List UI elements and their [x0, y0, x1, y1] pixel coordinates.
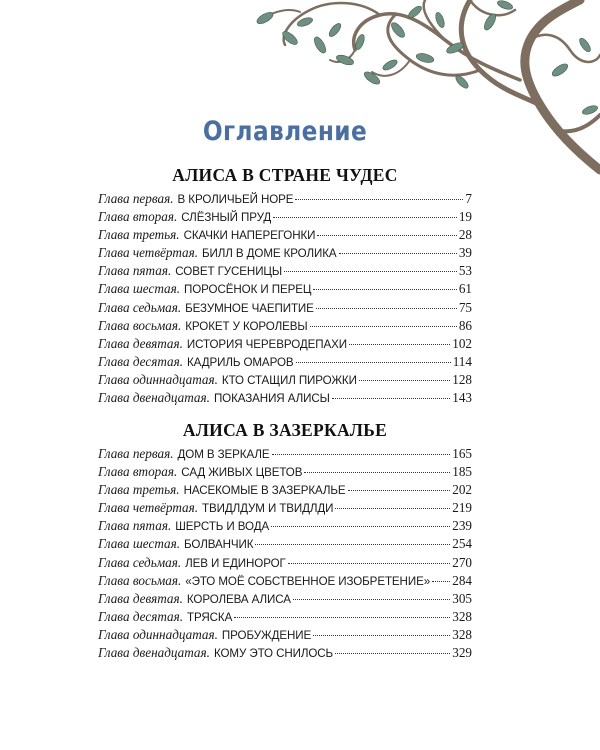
dot-leader [332, 398, 450, 399]
dot-leader [271, 526, 450, 527]
chapter-title: СОВЕТ ГУСЕНИЦЫ [175, 265, 283, 279]
chapter-title: В КРОЛИЧЬЕЙ НОРЕ [177, 193, 294, 206]
chapter-title: СЛЁЗНЫЙ ПРУД [181, 211, 272, 225]
dot-leader [296, 362, 451, 363]
dot-leader [359, 380, 450, 381]
dot-leader [313, 289, 456, 290]
toc-entries [98, 191, 472, 408]
toc-entry[interactable] [98, 191, 472, 209]
chapter-title: ТРЯСКА [187, 610, 233, 624]
chapter-title: ШЕРСТЬ И ВОДА [175, 520, 270, 534]
page-number: 165 [452, 446, 472, 461]
dot-leader [316, 308, 457, 309]
page-number: 270 [452, 554, 472, 570]
chapter-label: Глава четвёртая. [98, 500, 199, 516]
dot-leader [288, 563, 451, 564]
chapter-title: БЕЗУМНОЕ ЧАЕПИТИЕ [185, 301, 314, 315]
chapter-label: Глава десятая. [98, 353, 184, 369]
chapter-label: Глава седьмая. [98, 554, 182, 570]
toc-entry[interactable] [98, 245, 472, 263]
page-number: 202 [452, 482, 472, 498]
toc-entry[interactable] [98, 354, 472, 372]
dot-leader [313, 635, 450, 636]
toc-entry[interactable] [98, 372, 472, 390]
toc-entry[interactable] [98, 263, 472, 281]
chapter-title: САД ЖИВЫХ ЦВЕТОВ [181, 466, 303, 480]
dot-leader [432, 581, 450, 582]
chapter-title: «ЭТО МОЁ СОБСТВЕННОЕ ИЗОБРЕТЕНИЕ» [185, 574, 431, 588]
dot-leader [293, 599, 450, 600]
toc-entry[interactable] [98, 446, 472, 464]
page-number: 102 [452, 335, 472, 351]
chapter-label: Глава пятая. [98, 518, 172, 534]
toc-entry[interactable] [98, 591, 472, 609]
page-number: 114 [452, 353, 472, 369]
chapter-title: ДОМ В ЗЕРКАЛЕ [177, 448, 270, 461]
dot-leader [339, 253, 457, 254]
chapter-title: КОМУ ЭТО СНИЛОСЬ [213, 647, 334, 661]
page-number: 328 [452, 608, 472, 624]
page-number: 305 [452, 590, 472, 606]
chapter-title: ПОРОСЁНОК И ПЕРЕЦ [184, 283, 312, 297]
toc-entry[interactable] [98, 336, 472, 354]
chapter-label: Глава седьмая. [98, 299, 182, 315]
chapter-title: КАДРИЛЬ ОМАРОВ [187, 355, 294, 369]
toc-entry[interactable] [98, 536, 472, 554]
page-number: 185 [452, 464, 472, 480]
toc-section-wonderland [98, 165, 472, 408]
toc-entry[interactable] [98, 390, 472, 408]
dot-leader [349, 344, 450, 345]
chapter-title: ТВИДЛДУМ И ТВИДЛДИ [202, 502, 334, 516]
chapter-label: Глава одиннадцатая. [98, 371, 218, 387]
chapter-label: Глава четвёртая. [98, 245, 199, 261]
chapter-title: БИЛЛ В ДОМЕ КРОЛИКА [202, 247, 337, 261]
page-number: 329 [452, 645, 472, 661]
dot-leader [335, 653, 450, 654]
page-number: 254 [452, 536, 472, 552]
toc-entry[interactable] [98, 645, 472, 663]
section-title: АЛИСА В СТРАНЕ ЧУДЕС [172, 165, 398, 185]
chapter-title: ПОКАЗАНИЯ АЛИСЫ [213, 392, 330, 406]
toc-entry[interactable] [98, 300, 472, 318]
toc-entry[interactable] [98, 281, 472, 299]
chapter-label: Глава двенадцатая. [98, 390, 210, 406]
toc-section-looking-glass [98, 420, 472, 663]
chapter-title: КРОКЕТ У КОРОЛЕВЫ [185, 319, 308, 333]
dot-leader [272, 454, 451, 455]
chapter-label: Глава шестая. [98, 536, 181, 552]
chapter-label: Глава восьмая. [98, 572, 182, 588]
chapter-title: КТО СТАЩИЛ ПИРОЖКИ [221, 373, 357, 387]
toc-heading: Оглавление [202, 116, 368, 147]
chapter-label: Глава девятая. [98, 335, 183, 351]
dot-leader [255, 544, 450, 545]
toc-entry[interactable] [98, 555, 472, 573]
page-number: 53 [458, 263, 472, 279]
page-number: 328 [452, 626, 472, 642]
dot-leader [304, 472, 450, 473]
toc-entry[interactable] [98, 518, 472, 536]
chapter-label: Глава первая. [98, 191, 174, 206]
toc-entries [98, 446, 472, 663]
chapter-title: ЛЕВ И ЕДИНОРОГ [185, 556, 286, 570]
toc-entry[interactable] [98, 209, 472, 227]
page-number: 39 [458, 245, 472, 261]
section-title: АЛИСА В ЗАЗЕРКАЛЬЕ [182, 420, 388, 440]
page-number: 219 [452, 500, 472, 516]
page-number: 284 [452, 572, 472, 588]
chapter-label: Глава третья. [98, 482, 180, 498]
chapter-label: Глава первая. [98, 446, 174, 461]
dot-leader [310, 326, 457, 327]
chapter-label: Глава десятая. [98, 608, 184, 624]
chapter-title: БОЛВАНЧИК [184, 538, 254, 552]
dot-leader [284, 271, 457, 272]
chapter-title: ИСТОРИЯ ЧЕРЕВРОДЕПАХИ [186, 337, 347, 351]
chapter-label: Глава пятая. [98, 263, 172, 279]
dot-leader [335, 508, 450, 509]
page-number: 28 [458, 227, 472, 243]
page-number: 75 [458, 299, 472, 315]
chapter-label: Глава третья. [98, 227, 180, 243]
toc-entry[interactable] [98, 318, 472, 336]
chapter-title: ПРОБУЖДЕНИЕ [221, 628, 312, 642]
dot-leader [234, 617, 450, 618]
chapter-title: СКАЧКИ НАПЕРЕГОНКИ [183, 229, 316, 243]
toc-entry[interactable] [98, 573, 472, 591]
toc-entry[interactable] [98, 609, 472, 627]
chapter-label: Глава вторая. [98, 209, 178, 225]
chapter-label: Глава двенадцатая. [98, 645, 210, 661]
page-number: 7 [465, 191, 472, 206]
chapter-label: Глава вторая. [98, 464, 178, 480]
page-number: 143 [452, 390, 472, 406]
toc-entry[interactable] [98, 227, 472, 245]
toc-entry[interactable] [98, 627, 472, 645]
toc-entry[interactable] [98, 500, 472, 518]
chapter-label: Глава девятая. [98, 590, 183, 606]
chapter-label: Глава восьмая. [98, 317, 182, 333]
dot-leader [295, 199, 463, 200]
page-number: 86 [458, 317, 472, 333]
chapter-title: КОРОЛЕВА АЛИСА [186, 592, 291, 606]
dot-leader [273, 217, 457, 218]
page-number: 239 [452, 518, 472, 534]
dot-leader [348, 490, 451, 491]
chapter-label: Глава одиннадцатая. [98, 626, 218, 642]
page-number: 19 [458, 209, 472, 225]
toc-entry[interactable] [98, 464, 472, 482]
dot-leader [317, 235, 456, 236]
toc-entry[interactable] [98, 482, 472, 500]
page-number: 128 [452, 371, 472, 387]
chapter-label: Глава шестая. [98, 281, 181, 297]
chapter-title: НАСЕКОМЫЕ В ЗАЗЕРКАЛЬЕ [183, 484, 346, 498]
page-number: 61 [458, 281, 472, 297]
